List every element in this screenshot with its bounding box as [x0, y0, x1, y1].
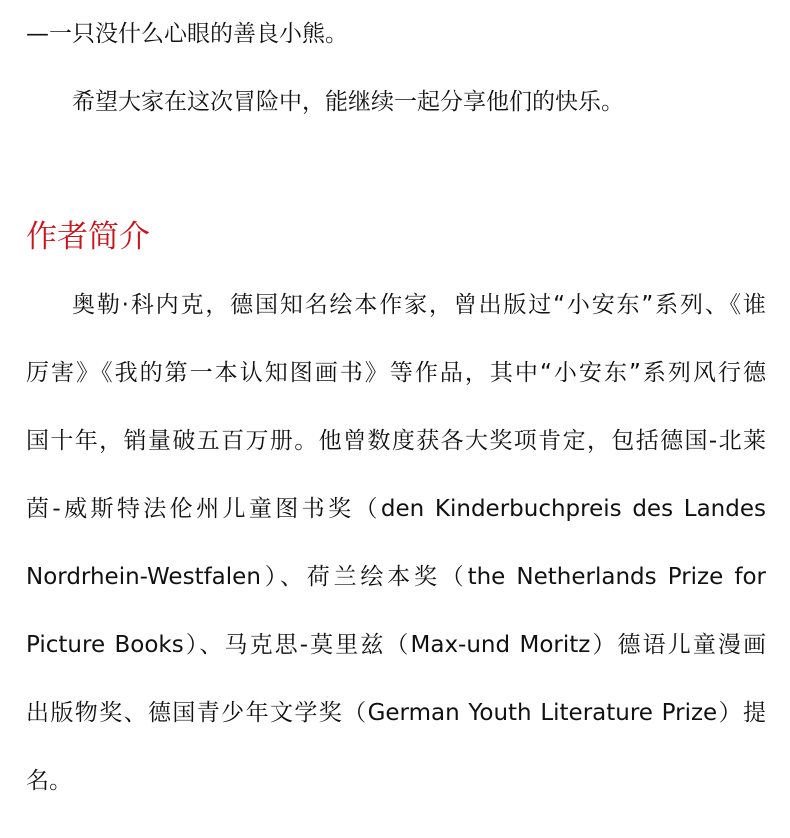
author-paragraph-line-2: 厉害》《我的第一本认知图画书》等作品，其中“小安东”系列风行德: [26, 360, 766, 386]
author-paragraph-line-8: 名。: [26, 768, 72, 794]
intro-line-2: 希望大家在这次冒险中，能继续一起分享他们的快乐。: [72, 89, 624, 115]
author-paragraph-line-5: Nordrhein-Westfalen）、荷兰绘本奖（the Netherlands Prize for: [26, 564, 766, 590]
author-paragraph-line-6: Picture Books）、马克思-莫里兹（Max-und Moritz）德语儿童漫画: [26, 632, 766, 658]
section-heading-author: 作者简介: [26, 219, 150, 255]
author-paragraph-line-3: 国十年，销量破五百万册。他曾数度获各大奖项肯定，包括德国-北莱: [26, 428, 766, 454]
intro-line-1: —一只没什么心眼的善良小熊。: [26, 21, 348, 47]
author-paragraph-line-7: 出版物奖、德国青少年文学奖（German Youth Literature Prize）提: [26, 700, 766, 726]
author-paragraph-line-1: 奥勒·科内克，德国知名绘本作家，曾出版过“小安东”系列、《谁: [72, 292, 766, 318]
author-paragraph-line-4: 茵-威斯特法伦州儿童图书奖（den Kinderbuchpreis des Landes: [26, 496, 766, 522]
